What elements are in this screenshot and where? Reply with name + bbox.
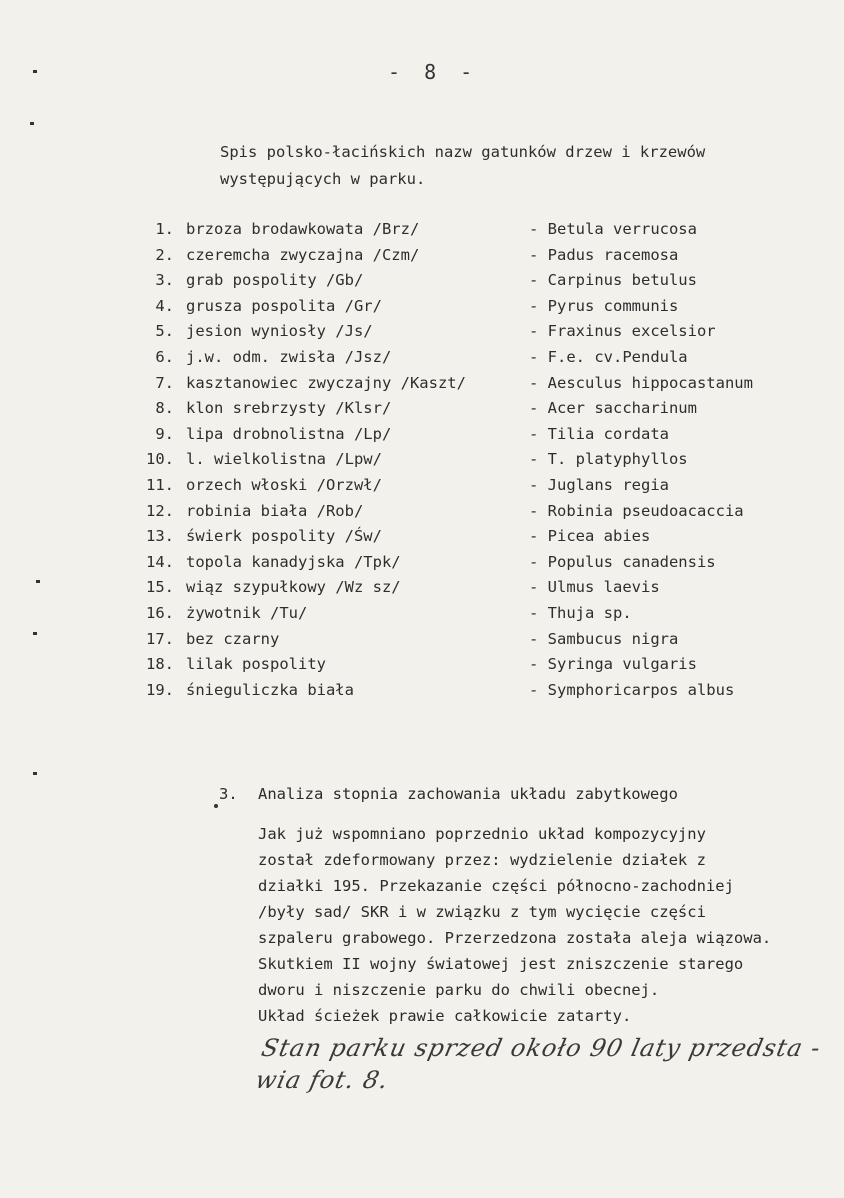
species-latin-name: - Symphoricarpos albus	[529, 680, 735, 699]
section-number: 3.	[219, 785, 238, 803]
species-latin-name: - Pyrus communis	[529, 296, 679, 315]
species-number: 3.	[155, 271, 174, 290]
species-polish-name: klon srebrzysty /Klsr/	[186, 399, 392, 418]
species-latin-name: - F.e. cv.Pendula	[529, 348, 688, 366]
species-row	[0, 425, 844, 450]
species-number: 13.	[146, 527, 174, 546]
species-number: 19.	[146, 680, 174, 699]
species-polish-name: brzoza brodawkowata /Brz/	[186, 220, 420, 238]
paragraph-line: Jak już wspomniano poprzednio układ kompozycyjny	[258, 825, 706, 843]
handwritten-note-line-1: Stan parku sprzed około 90 laty przedsta -	[259, 1034, 824, 1062]
species-polish-name: czeremcha zwyczajna /Czm/	[186, 245, 420, 264]
species-number: 14.	[146, 552, 174, 571]
species-polish-name: lipa drobnolistna /Lp/	[186, 424, 392, 443]
species-polish-name: j.w. odm. zwisła /Jsz/	[186, 348, 392, 366]
species-row	[0, 271, 844, 296]
species-latin-name: - T. platyphyllos	[529, 450, 688, 469]
species-polish-name: bez czarny	[186, 629, 280, 648]
paragraph-line: szpaleru grabowego. Przerzedzona została aleja wiązowa.	[258, 929, 772, 947]
species-latin-name: - Ulmus laevis	[529, 578, 660, 597]
species-polish-name: grab pospolity /Gb/	[186, 271, 364, 290]
species-polish-name: świerk pospolity /Św/	[186, 527, 382, 546]
species-number: 18.	[146, 655, 174, 674]
species-row	[0, 476, 844, 501]
species-latin-name: - Picea abies	[529, 527, 651, 546]
species-row	[0, 604, 844, 629]
species-row	[0, 322, 844, 347]
species-number: 7.	[155, 373, 174, 392]
species-row	[0, 681, 844, 706]
species-polish-name: lilak pospolity	[186, 655, 326, 674]
species-latin-name: - Robinia pseudoacaccia	[529, 501, 744, 520]
paragraph-line: działki 195. Przekazanie części północno-zachodniej	[258, 877, 734, 895]
species-latin-name: - Thuja sp.	[529, 604, 632, 622]
species-number: 11.	[146, 476, 174, 494]
species-number: 17.	[146, 629, 174, 648]
species-polish-name: grusza pospolita /Gr/	[186, 296, 382, 315]
species-row	[0, 348, 844, 373]
species-number: 16.	[146, 604, 174, 622]
species-number: 6.	[155, 348, 174, 366]
species-row	[0, 655, 844, 680]
species-row	[0, 553, 844, 578]
species-row	[0, 527, 844, 552]
species-number: 5.	[155, 322, 174, 341]
species-polish-name: l. wielkolistna /Lpw/	[186, 450, 382, 469]
species-latin-name: - Betula verrucosa	[529, 220, 697, 238]
species-latin-name: - Padus racemosa	[529, 245, 679, 264]
paragraph-line: dworu i niszczenie parku do chwili obecnej.	[258, 981, 660, 999]
species-polish-name: żywotnik /Tu/	[186, 604, 308, 622]
paragraph-line: /były sad/ SKR i w związku z tym wycięcie części	[258, 903, 706, 921]
species-number: 4.	[155, 296, 174, 315]
species-polish-name: śnieguliczka biała	[186, 680, 354, 699]
species-latin-name: - Fraxinus excelsior	[529, 322, 716, 341]
species-latin-name: - Aesculus hippocastanum	[529, 373, 753, 392]
species-latin-name: - Carpinus betulus	[529, 271, 697, 290]
species-polish-name: jesion wyniosły /Js/	[186, 322, 373, 341]
heading-line-2: występujących w parku.	[220, 170, 426, 188]
species-latin-name: - Tilia cordata	[529, 424, 669, 443]
species-row	[0, 297, 844, 322]
species-polish-name: kasztanowiec zwyczajny /Kaszt/	[186, 373, 466, 392]
species-number: 10.	[146, 450, 174, 469]
species-row	[0, 220, 844, 245]
page-number: - 8 -	[388, 60, 479, 84]
species-row	[0, 630, 844, 655]
species-latin-name: - Juglans regia	[529, 476, 669, 494]
species-latin-name: - Populus canadensis	[529, 552, 716, 571]
section-dot	[214, 804, 218, 808]
species-number: 8.	[155, 399, 174, 418]
handwritten-note-line-2: wia fot. 8.	[253, 1066, 392, 1094]
species-number: 15.	[146, 578, 174, 597]
species-polish-name: wiąz szypułkowy /Wz sz/	[186, 578, 401, 597]
paragraph-line: został zdeformowany przez: wydzielenie działek z	[258, 851, 706, 869]
margin-mark	[36, 580, 40, 583]
species-polish-name: orzech włoski /Orzwł/	[186, 476, 382, 494]
species-polish-name: robinia biała /Rob/	[186, 501, 364, 520]
margin-mark	[33, 70, 37, 73]
margin-mark	[33, 772, 37, 775]
paragraph-line: Skutkiem II wojny światowej jest zniszczenie starego	[258, 955, 744, 973]
species-row	[0, 399, 844, 424]
species-row	[0, 246, 844, 271]
species-latin-name: - Acer saccharinum	[529, 399, 697, 418]
species-row	[0, 374, 844, 399]
species-row	[0, 578, 844, 603]
species-number: 12.	[146, 501, 174, 520]
species-row	[0, 502, 844, 527]
species-latin-name: - Syringa vulgaris	[529, 655, 697, 674]
margin-mark	[33, 632, 37, 635]
species-row	[0, 450, 844, 475]
species-latin-name: - Sambucus nigra	[529, 629, 679, 648]
margin-mark	[30, 122, 34, 125]
species-number: 2.	[155, 245, 174, 264]
paragraph-line: Układ ścieżek prawie całkowicie zatarty.	[258, 1007, 632, 1025]
species-number: 1.	[155, 220, 174, 238]
species-polish-name: topola kanadyjska /Tpk/	[186, 552, 401, 571]
heading-line-1: Spis polsko-łacińskich nazw gatunków drzew i krzewów	[220, 143, 706, 161]
species-number: 9.	[155, 424, 174, 443]
section-title: Analiza stopnia zachowania układu zabytkowego	[258, 785, 678, 803]
